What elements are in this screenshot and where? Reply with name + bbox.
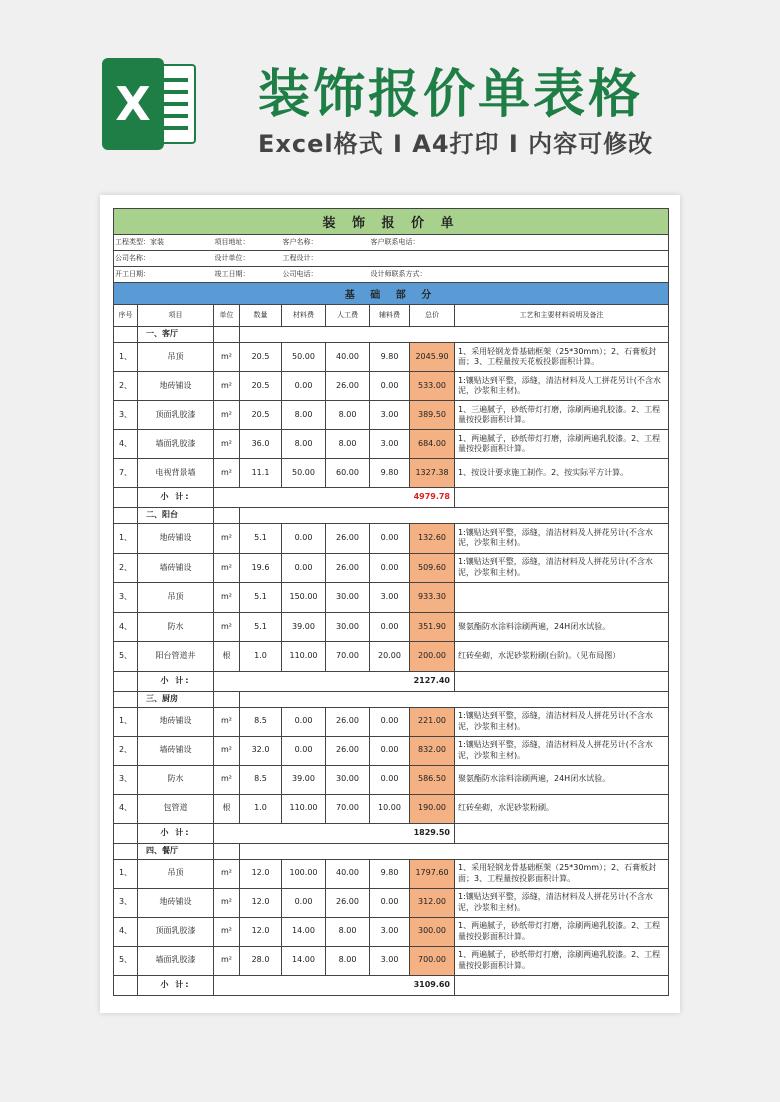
table-row	[114, 372, 669, 401]
table-row	[114, 888, 669, 917]
cell-qty: 20.5	[240, 372, 282, 401]
table-row	[114, 612, 669, 642]
info-row	[114, 235, 669, 251]
info-cell: 客户联系电话：	[370, 235, 455, 251]
cell-unit: m²	[214, 612, 240, 642]
info-cell: 设计单位：	[214, 251, 282, 267]
category-row	[114, 508, 669, 524]
cell-item: 防水	[138, 612, 214, 642]
cell-labor: 26.00	[326, 553, 370, 583]
cell-unit: m²	[214, 765, 240, 794]
page-subtitle: Excel格式 I A4打印 I 内容可修改	[258, 130, 654, 158]
info-cell: 项目地址：	[214, 235, 282, 251]
cell-labor: 26.00	[326, 736, 370, 765]
info-cell: 竣工日期：	[214, 267, 282, 283]
subtotal-value: 3109.60	[214, 975, 455, 995]
subtotal-row	[114, 823, 669, 843]
cell-note: 1、采用轻钢龙骨基础框架（25*30mm）；2、石膏板封面；3、工程量按投影面积计算。	[455, 859, 669, 888]
cell-mat: 50.00	[282, 343, 326, 372]
cell-item: 地砖铺设	[138, 888, 214, 917]
cell-aux: 20.00	[370, 642, 410, 672]
cell-qty: 8.5	[240, 765, 282, 794]
cell-aux: 10.00	[370, 794, 410, 823]
subtotal-row	[114, 975, 669, 995]
cell-no: 7、	[114, 459, 138, 488]
sheet-title: 装 饰 报 价 单	[114, 209, 669, 235]
cell-total: 312.00	[410, 888, 455, 917]
cell-mat: 14.00	[282, 917, 326, 946]
cell-unit: m²	[214, 459, 240, 488]
cell-item: 吊顶	[138, 343, 214, 372]
cell-total: 389.50	[410, 401, 455, 430]
cell-total: 533.00	[410, 372, 455, 401]
cell-mat: 8.00	[282, 401, 326, 430]
cell-unit: m²	[214, 343, 240, 372]
table-row	[114, 736, 669, 765]
excel-logo-icon	[100, 58, 200, 150]
cell-qty: 12.0	[240, 859, 282, 888]
subtotal-row	[114, 488, 669, 508]
table-row	[114, 707, 669, 736]
category-blank	[114, 843, 138, 859]
cell-aux: 3.00	[370, 917, 410, 946]
category-blank	[240, 691, 669, 707]
cell-note: 1:镶贴达到平整，添缝，清洁材料及人拼花另计(不含水泥，沙浆和主材)。	[455, 888, 669, 917]
cell-qty: 8.5	[240, 707, 282, 736]
category-blank	[214, 691, 240, 707]
cell-qty: 20.5	[240, 401, 282, 430]
cell-unit: m²	[214, 401, 240, 430]
cell-labor: 30.00	[326, 765, 370, 794]
info-cell	[370, 251, 455, 267]
cell-labor: 70.00	[326, 642, 370, 672]
column-header: 项目	[138, 305, 214, 327]
page-title: 装饰报价单表格	[258, 65, 644, 125]
category-blank	[240, 843, 669, 859]
category-row	[114, 691, 669, 707]
cell-note: 1:镶贴达到平整，添缝，清洁材料及人拼花另计(不含水泥，沙浆和主材)。	[455, 707, 669, 736]
cell-no: 2、	[114, 372, 138, 401]
cell-total: 832.00	[410, 736, 455, 765]
cell-aux: 0.00	[370, 888, 410, 917]
table-row	[114, 524, 669, 554]
table-row	[114, 459, 669, 488]
section-label: 基 础 部 分	[114, 283, 669, 305]
cell-item: 墙面乳胶漆	[138, 430, 214, 459]
category-blank	[214, 843, 240, 859]
cell-no: 3、	[114, 401, 138, 430]
subtotal-blank	[455, 975, 669, 995]
cell-mat: 50.00	[282, 459, 326, 488]
cell-mat: 0.00	[282, 707, 326, 736]
cell-aux: 0.00	[370, 612, 410, 642]
cell-aux: 9.80	[370, 859, 410, 888]
cell-item: 地砖铺设	[138, 524, 214, 554]
cell-total: 300.00	[410, 917, 455, 946]
category-blank	[240, 508, 669, 524]
column-header: 工艺和主要材料说明及备注	[455, 305, 669, 327]
cell-no: 3、	[114, 583, 138, 613]
cell-labor: 40.00	[326, 343, 370, 372]
cell-note: 1:镶贴达到平整，添缝，清洁材料及人拼花另计(不含水泥，沙浆和主材)。	[455, 553, 669, 583]
info-cell: 工程设计：	[282, 251, 370, 267]
cell-mat: 0.00	[282, 372, 326, 401]
subtotal-value: 2127.40	[214, 671, 455, 691]
cell-note: 1、三遍腻子，砂纸带灯打磨，涂刷两遍乳胶漆。2、工程量按投影面积计算。	[455, 401, 669, 430]
cell-qty: 12.0	[240, 917, 282, 946]
cell-aux: 3.00	[370, 946, 410, 975]
table-row	[114, 430, 669, 459]
cell-item: 包管道	[138, 794, 214, 823]
cell-no: 1、	[114, 524, 138, 554]
cell-item: 吊顶	[138, 583, 214, 613]
cell-item: 地砖铺设	[138, 372, 214, 401]
cell-unit: 根	[214, 642, 240, 672]
cell-no: 4、	[114, 612, 138, 642]
cell-no: 5、	[114, 946, 138, 975]
category-name: 一、客厅	[138, 327, 214, 343]
cell-no: 1、	[114, 343, 138, 372]
cell-unit: m²	[214, 430, 240, 459]
cell-qty: 5.1	[240, 583, 282, 613]
cell-note: 1、按设计要求施工制作。2、按实际平方计算。	[455, 459, 669, 488]
cell-item: 墙砖铺设	[138, 736, 214, 765]
info-cell: 公司名称：	[114, 251, 214, 267]
cell-labor: 70.00	[326, 794, 370, 823]
cell-unit: m²	[214, 736, 240, 765]
category-name: 四、餐厅	[138, 843, 214, 859]
cell-mat: 0.00	[282, 524, 326, 554]
cell-total: 2045.90	[410, 343, 455, 372]
cell-unit: m²	[214, 707, 240, 736]
column-header: 总价	[410, 305, 455, 327]
cell-total: 190.00	[410, 794, 455, 823]
cell-total: 1797.60	[410, 859, 455, 888]
cell-aux: 3.00	[370, 583, 410, 613]
cell-qty: 20.5	[240, 343, 282, 372]
cell-item: 顶面乳胶漆	[138, 401, 214, 430]
cell-mat: 14.00	[282, 946, 326, 975]
cell-labor: 8.00	[326, 401, 370, 430]
info-cell	[455, 251, 669, 267]
column-header: 材料费	[282, 305, 326, 327]
column-header: 数量	[240, 305, 282, 327]
table-row	[114, 553, 669, 583]
cell-total: 509.60	[410, 553, 455, 583]
cell-note: 1:镶贴达到平整，添缝，清洁材料及人拼花另计(不含水泥，沙浆和主材)。	[455, 736, 669, 765]
column-header: 单位	[214, 305, 240, 327]
cell-aux: 3.00	[370, 401, 410, 430]
subtotal-value: 4979.78	[214, 488, 455, 508]
cell-total: 351.90	[410, 612, 455, 642]
cell-item: 地砖铺设	[138, 707, 214, 736]
subtotal-blank	[455, 488, 669, 508]
cell-note	[455, 583, 669, 613]
cell-unit: 根	[214, 794, 240, 823]
cell-no: 5、	[114, 642, 138, 672]
section-row	[114, 283, 669, 305]
cell-unit: m²	[214, 524, 240, 554]
cell-labor: 26.00	[326, 707, 370, 736]
cell-labor: 30.00	[326, 612, 370, 642]
cell-total: 933.30	[410, 583, 455, 613]
subtotal-blank	[114, 823, 138, 843]
cell-qty: 32.0	[240, 736, 282, 765]
cell-labor: 30.00	[326, 583, 370, 613]
cell-total: 221.00	[410, 707, 455, 736]
cell-qty: 28.0	[240, 946, 282, 975]
cell-note: 1:镶贴达到平整，添缝，清洁材料及人拼花另计(不含水泥，沙浆和主材)。	[455, 524, 669, 554]
cell-no: 4、	[114, 430, 138, 459]
cell-aux: 0.00	[370, 765, 410, 794]
cell-unit: m²	[214, 372, 240, 401]
subtotal-row	[114, 671, 669, 691]
cell-mat: 0.00	[282, 553, 326, 583]
info-cell: 设计师联系方式：	[370, 267, 455, 283]
cell-unit: m²	[214, 946, 240, 975]
cell-note: 1、两遍腻子，砂纸带灯打磨，涂刷两遍乳胶漆。2、工程量按投影面积计算。	[455, 946, 669, 975]
cell-total: 700.00	[410, 946, 455, 975]
cell-total: 132.60	[410, 524, 455, 554]
cell-aux: 3.00	[370, 430, 410, 459]
cell-total: 1327.38	[410, 459, 455, 488]
cell-aux: 0.00	[370, 553, 410, 583]
cell-mat: 100.00	[282, 859, 326, 888]
subtotal-label: 小 计:	[138, 823, 214, 843]
category-blank	[214, 508, 240, 524]
cell-no: 4、	[114, 917, 138, 946]
info-cell: 开工日期：	[114, 267, 214, 283]
table-row	[114, 583, 669, 613]
cell-total: 200.00	[410, 642, 455, 672]
cell-no: 1、	[114, 707, 138, 736]
category-name: 三、厨房	[138, 691, 214, 707]
cell-mat: 39.00	[282, 612, 326, 642]
subtotal-blank	[114, 671, 138, 691]
column-header: 序号	[114, 305, 138, 327]
cell-no: 3、	[114, 888, 138, 917]
quote-table	[113, 208, 669, 996]
cell-note: 聚氨酯防水涂料涂刷两遍，24H闭水试验。	[455, 612, 669, 642]
cell-item: 防水	[138, 765, 214, 794]
cell-aux: 0.00	[370, 736, 410, 765]
cell-unit: m²	[214, 888, 240, 917]
cell-no: 2、	[114, 553, 138, 583]
cell-note: 聚氨酯防水涂料涂刷两遍，24H闭水试验。	[455, 765, 669, 794]
cell-unit: m²	[214, 859, 240, 888]
cell-mat: 110.00	[282, 794, 326, 823]
cell-aux: 0.00	[370, 707, 410, 736]
cell-item: 顶面乳胶漆	[138, 917, 214, 946]
cell-item: 阳台管道井	[138, 642, 214, 672]
cell-item: 吊顶	[138, 859, 214, 888]
cell-total: 684.00	[410, 430, 455, 459]
cell-note: 红砖垒砌，水泥砂浆粉刷(台阶)。（见布局图）	[455, 642, 669, 672]
table-row	[114, 343, 669, 372]
cell-mat: 110.00	[282, 642, 326, 672]
cell-aux: 0.00	[370, 372, 410, 401]
info-cell: 工程类型：家装	[114, 235, 214, 251]
cell-note: 1:镶贴达到平整，添缝，清洁材料及人工拼花另计(不含水泥，沙浆和主材)。	[455, 372, 669, 401]
info-row	[114, 251, 669, 267]
cell-no: 4、	[114, 794, 138, 823]
cell-no: 1、	[114, 859, 138, 888]
cell-note: 1、两遍腻子，砂纸带灯打磨，涂刷两遍乳胶漆。2、工程量按投影面积计算。	[455, 917, 669, 946]
category-row	[114, 327, 669, 343]
cell-item: 墙砖铺设	[138, 553, 214, 583]
cell-qty: 1.0	[240, 642, 282, 672]
category-blank	[114, 691, 138, 707]
info-cell: 公司电话：	[282, 267, 370, 283]
category-blank	[214, 327, 240, 343]
cell-labor: 60.00	[326, 459, 370, 488]
info-cell: 客户名称：	[282, 235, 370, 251]
info-cell	[455, 267, 669, 283]
cell-total: 586.50	[410, 765, 455, 794]
subtotal-blank	[455, 823, 669, 843]
cell-note: 1、两遍腻子，砂纸带灯打磨，涂刷两遍乳胶漆。2、工程量按投影面积计算。	[455, 430, 669, 459]
cell-mat: 150.00	[282, 583, 326, 613]
cell-qty: 36.0	[240, 430, 282, 459]
cell-aux: 9.80	[370, 459, 410, 488]
category-name: 二、阳台	[138, 508, 214, 524]
logo-letter: X	[102, 58, 164, 150]
table-row	[114, 859, 669, 888]
cell-note: 1、采用轻钢龙骨基础框架（25*30mm）；2、石膏板封面；3、工程量按天花板投影面积计算。	[455, 343, 669, 372]
cell-item: 墙面乳胶漆	[138, 946, 214, 975]
cell-labor: 26.00	[326, 372, 370, 401]
cell-qty: 1.0	[240, 794, 282, 823]
column-header: 辅料费	[370, 305, 410, 327]
cell-no: 2、	[114, 736, 138, 765]
cell-note: 红砖垒砌，水泥砂浆粉刷。	[455, 794, 669, 823]
cell-labor: 26.00	[326, 888, 370, 917]
cell-qty: 12.0	[240, 888, 282, 917]
category-blank	[240, 327, 669, 343]
cell-mat: 0.00	[282, 888, 326, 917]
table-row	[114, 946, 669, 975]
cell-unit: m²	[214, 553, 240, 583]
header	[0, 0, 780, 195]
cell-qty: 5.1	[240, 612, 282, 642]
cell-labor: 8.00	[326, 946, 370, 975]
subtotal-label: 小 计:	[138, 671, 214, 691]
cell-unit: m²	[214, 583, 240, 613]
cell-qty: 5.1	[240, 524, 282, 554]
column-header: 人工费	[326, 305, 370, 327]
subtotal-value: 1829.50	[214, 823, 455, 843]
subtotal-blank	[114, 975, 138, 995]
cell-labor: 8.00	[326, 917, 370, 946]
info-row	[114, 267, 669, 283]
cell-mat: 8.00	[282, 430, 326, 459]
category-blank	[114, 508, 138, 524]
table-row	[114, 642, 669, 672]
cell-mat: 39.00	[282, 765, 326, 794]
subtotal-label: 小 计:	[138, 975, 214, 995]
table-row	[114, 401, 669, 430]
quote-sheet	[100, 195, 680, 1013]
cell-qty: 11.1	[240, 459, 282, 488]
cell-labor: 26.00	[326, 524, 370, 554]
table-row	[114, 917, 669, 946]
cell-aux: 9.80	[370, 343, 410, 372]
cell-no: 3、	[114, 765, 138, 794]
cell-mat: 0.00	[282, 736, 326, 765]
table-row	[114, 765, 669, 794]
subtotal-label: 小 计:	[138, 488, 214, 508]
cell-unit: m²	[214, 917, 240, 946]
table-header-row	[114, 305, 669, 327]
cell-item: 电视背景墙	[138, 459, 214, 488]
cell-labor: 8.00	[326, 430, 370, 459]
subtotal-blank	[114, 488, 138, 508]
category-row	[114, 843, 669, 859]
cell-labor: 40.00	[326, 859, 370, 888]
category-blank	[114, 327, 138, 343]
info-cell	[455, 235, 669, 251]
cell-qty: 19.6	[240, 553, 282, 583]
cell-aux: 0.00	[370, 524, 410, 554]
table-row	[114, 794, 669, 823]
subtotal-blank	[455, 671, 669, 691]
